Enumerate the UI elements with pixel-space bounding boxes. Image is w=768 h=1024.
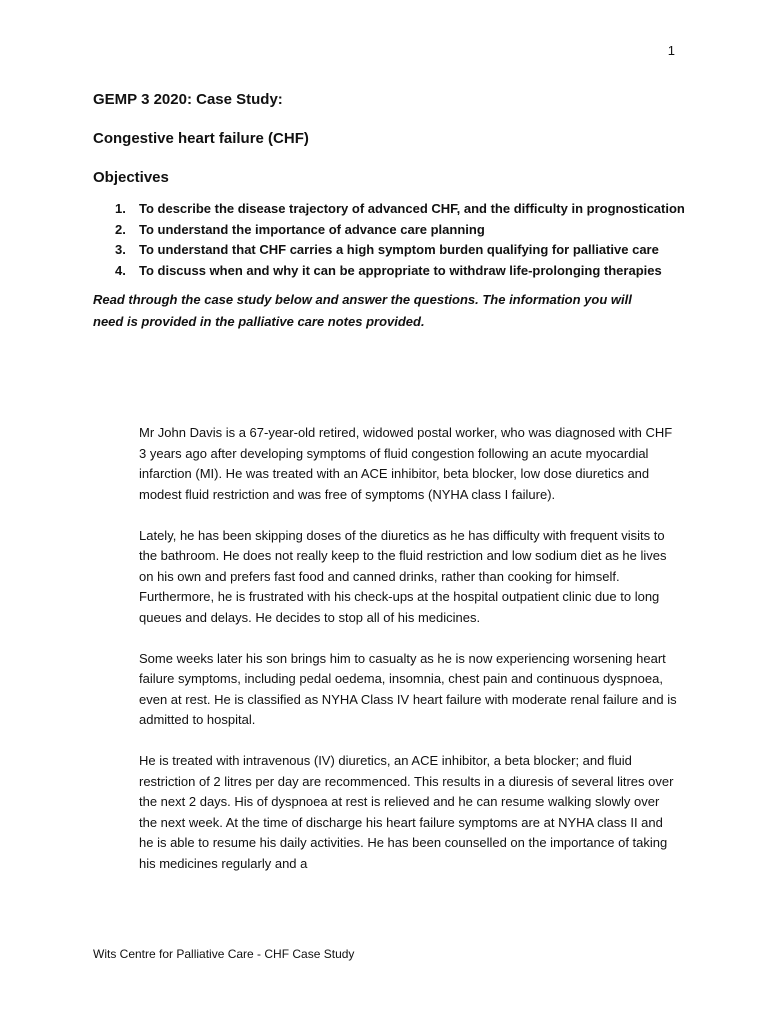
objective-text: To discuss when and why it can be appropriate to withdraw life-prolonging therapies (139, 262, 662, 278)
objective-text: To understand that CHF carries a high symptom burden qualifying for palliative care (139, 242, 659, 257)
case-paragraph: He is treated with intravenous (IV) diuretics, an ACE inhibitor, a beta blocker; and fluid restriction of 2 litres per day are recommenced. This results in a diuresis of several litres over the next 2 days. His of dyspnoea at rest is relieved and he can resume walking slowly over the next week. At the time of discharge his heart failure symptoms are at NYHA class II and he is able to resume his daily activities. He has been counselled on the importance of taking his medicines regularly and a (139, 753, 674, 871)
case-paragraph: Mr John Davis is a 67-year-old retired, widowed postal worker, who was diagnosed with CHF 3 years ago after developing symptoms of fluid congestion following an acute myocardial infarction (MI). He was treated with an ACE inhibitor, beta blocker, low dose diuretics and modest fluid restriction and was free of symptoms (NYHA class I failure). (139, 425, 673, 502)
case-study-body (139, 423, 679, 895)
objective-number: 4. (115, 262, 126, 278)
document-subtitle: Congestive heart failure (CHF) (93, 130, 309, 147)
objective-item (115, 220, 693, 241)
objective-number: 3. (115, 242, 126, 257)
page-footer: Wits Centre for Palliative Care - CHF Case Study (93, 947, 355, 961)
objective-text: To describe the disease trajectory of advanced CHF, and the difficulty in prognostication (139, 201, 685, 216)
objective-item (115, 261, 693, 282)
document-title: GEMP 3 2020: Case Study: (93, 91, 283, 108)
objective-text: To understand the importance of advance care planning (139, 221, 485, 237)
objectives-list (93, 199, 693, 281)
objective-number: 1. (115, 201, 126, 216)
header-block (93, 89, 693, 332)
objective-item (115, 199, 693, 220)
instruction-text: Read through the case study below and answer the questions. The information you will need is provided in the palliative care notes provided. (93, 292, 632, 329)
case-paragraph: Lately, he has been skipping doses of the diuretics as he has difficulty with frequent visits to the bathroom. He does not really keep to the fluid restriction and low sodium diet as he lives on his own and prefers fast food and canned drinks, rather than cooking for himself. Furthermore, he is frustrated with his check-ups at the hospital outpatient clinic due to long queues and delays. He decides to stop all of his medicines. (139, 527, 667, 625)
objective-number: 2. (115, 221, 126, 237)
objectives-heading: Objectives (93, 169, 169, 186)
page-number: 1 (667, 43, 675, 58)
case-paragraph: Some weeks later his son brings him to casualty as he is now experiencing worsening heart failure symptoms, including pedal oedema, insomnia, chest pain and continuous dyspnoea, even at rest. He is classified as NYHA Class IV heart failure with moderate renal failure and is admitted to hospital. (139, 650, 677, 727)
objective-item (115, 240, 693, 261)
